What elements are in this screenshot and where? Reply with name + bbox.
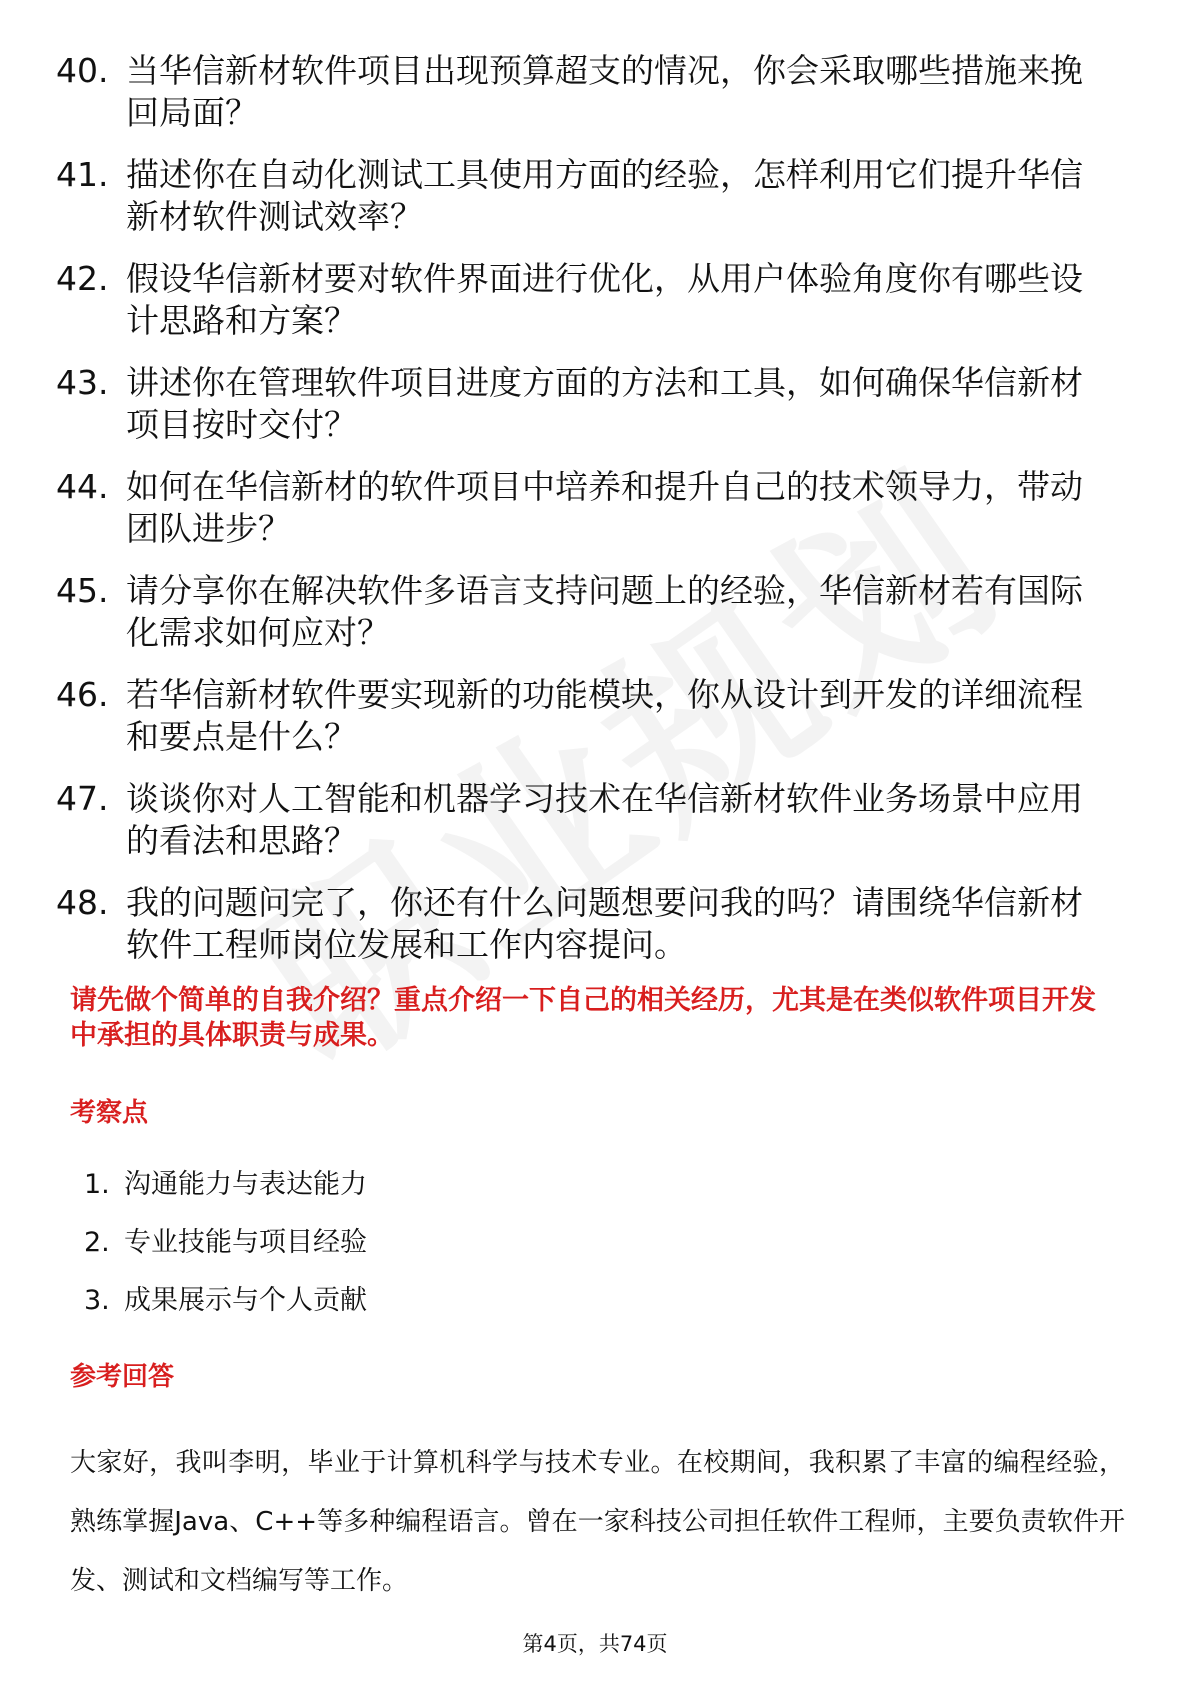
point-text: 专业技能与项目经验 — [124, 1227, 367, 1258]
question-item-48 — [0, 882, 1190, 966]
question-item-42 — [0, 258, 1190, 342]
question-number: 44. — [56, 467, 109, 506]
point-item — [0, 1283, 1190, 1341]
points-list — [0, 1167, 1190, 1341]
question-number: 47. — [56, 779, 109, 818]
question-number: 45. — [56, 571, 109, 610]
question-item-41 — [0, 154, 1190, 238]
question-number: 43. — [56, 363, 109, 402]
question-item-44 — [0, 466, 1190, 550]
page-footer: 第4页，共74页 — [522, 1632, 668, 1656]
question-text: 谈谈你对人工智能和机器学习技术在华信新材软件业务场景中应用的看法和思路？ — [126, 779, 1083, 860]
question-text: 讲述你在管理软件项目进度方面的方法和工具，如何确保华信新材项目按时交付？ — [126, 363, 1083, 444]
question-number: 46. — [56, 675, 109, 714]
answer-paragraph: 大家好，我叫李明，毕业于计算机科学与技术专业。在校期间，我积累了丰富的编程经验，熟练掌握Java、C++等多种编程语言。曾在一家科技公司担任软件工程师，主要负责软件开发、测试和文档编写等工作。 — [70, 1448, 1125, 1596]
question-number: 48. — [56, 883, 109, 922]
question-item-40 — [0, 50, 1190, 134]
question-text: 描述你在自动化测试工具使用方面的经验，怎样利用它们提升华信新材软件测试效率？ — [126, 155, 1083, 236]
question-text: 我的问题问完了，你还有什么问题想要问我的吗？请围绕华信新材软件工程师岗位发展和工作内容提问。 — [126, 883, 1083, 964]
question-number: 42. — [56, 259, 109, 298]
point-text: 成果展示与个人贡献 — [124, 1285, 367, 1316]
point-item — [0, 1167, 1190, 1225]
point-text: 沟通能力与表达能力 — [124, 1169, 367, 1200]
question-text: 当华信新材软件项目出现预算超支的情况，你会采取哪些措施来挽回局面？ — [126, 51, 1083, 132]
question-text: 请分享你在解决软件多语言支持问题上的经验，华信新材若有国际化需求如何应对？ — [126, 571, 1083, 652]
point-number: 2. — [84, 1227, 110, 1258]
intro-question: 请先做个简单的自我介绍？重点介绍一下自己的相关经历，尤其是在类似软件项目开发中承担的具体职责与成果。 — [70, 985, 1096, 1051]
answer-heading: 参考回答 — [70, 1362, 175, 1392]
question-number: 41. — [56, 155, 109, 194]
question-item-43 — [0, 362, 1190, 446]
points-heading: 考察点 — [70, 1098, 149, 1128]
question-text: 假设华信新材要对软件界面进行优化，从用户体验角度你有哪些设计思路和方案？ — [126, 259, 1083, 340]
question-list — [0, 50, 1190, 986]
point-number: 1. — [84, 1169, 110, 1200]
question-item-45 — [0, 570, 1190, 654]
question-item-47 — [0, 778, 1190, 862]
point-number: 3. — [84, 1285, 110, 1316]
question-number: 40. — [56, 51, 109, 90]
point-item — [0, 1225, 1190, 1283]
question-item-46 — [0, 674, 1190, 758]
question-text: 若华信新材软件要实现新的功能模块，你从设计到开发的详细流程和要点是什么？ — [126, 675, 1083, 756]
question-text: 如何在华信新材的软件项目中培养和提升自己的技术领导力，带动团队进步？ — [126, 467, 1083, 548]
